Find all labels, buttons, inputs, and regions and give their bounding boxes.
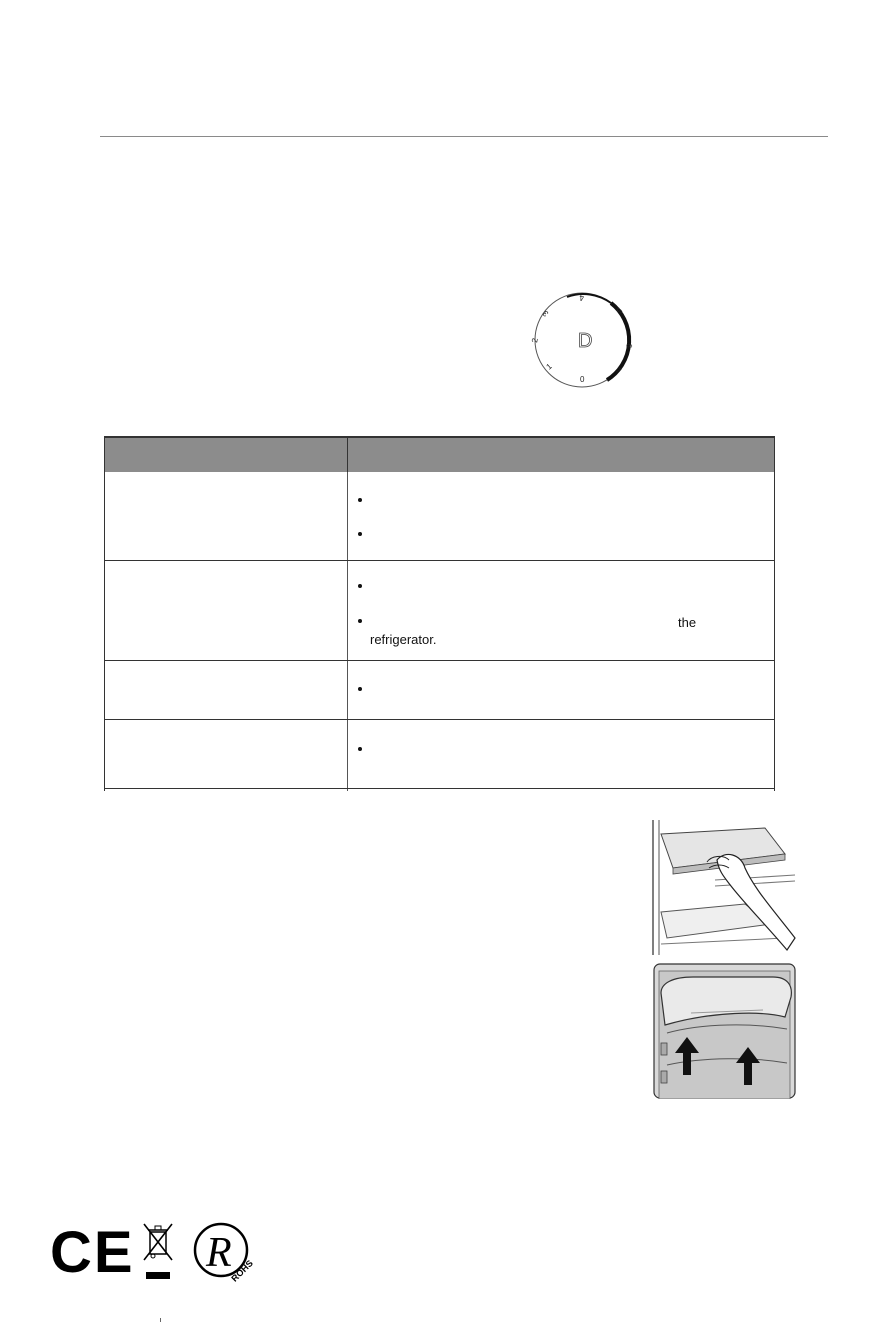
compliance-logos [50, 1218, 265, 1284]
table-row-divider [104, 719, 775, 720]
table-row-divider [104, 660, 775, 661]
bullet-point [358, 584, 362, 588]
settings-table [104, 436, 775, 791]
bullet-point [358, 619, 362, 623]
table-bottom-border [104, 788, 775, 789]
bullet-point [358, 687, 362, 691]
door-bin-illustration [653, 963, 796, 1099]
table-border-left [104, 436, 105, 791]
bullet-point [358, 532, 362, 536]
table-border-right [774, 436, 775, 791]
rohs-mark-icon [195, 1224, 255, 1284]
table-header-divider [347, 438, 348, 472]
dial-number-3: 3 [541, 308, 551, 319]
table-row-divider [104, 560, 775, 561]
table-cell-text: refrigerator. [370, 632, 437, 647]
header-rule [100, 136, 828, 137]
thermostat-dial-illustration [527, 285, 637, 395]
rohs-text: ROHS [229, 1258, 255, 1284]
table-header-row [104, 436, 775, 472]
ce-mark-icon: CE [50, 1220, 135, 1284]
table-column-divider [347, 472, 348, 791]
dial-number-4: 4 [579, 293, 584, 302]
dial-center-letter: D [578, 330, 593, 352]
dial-number-2: 2 [530, 337, 540, 344]
shelf-removal-illustration [645, 820, 797, 955]
footer-mark [160, 1318, 161, 1322]
dial-number-1: 1 [544, 361, 554, 372]
dial-number-0: 0 [580, 375, 585, 384]
rohs-letter: R [206, 1230, 232, 1276]
dial-number-5: 5 [614, 305, 624, 316]
bullet-point [358, 747, 362, 751]
dial-number-7: 7 [613, 365, 623, 376]
bullet-point [358, 498, 362, 502]
dial-number-6: 6 [624, 342, 634, 349]
weee-bin-icon [144, 1224, 172, 1279]
table-cell-text: the [678, 615, 697, 630]
